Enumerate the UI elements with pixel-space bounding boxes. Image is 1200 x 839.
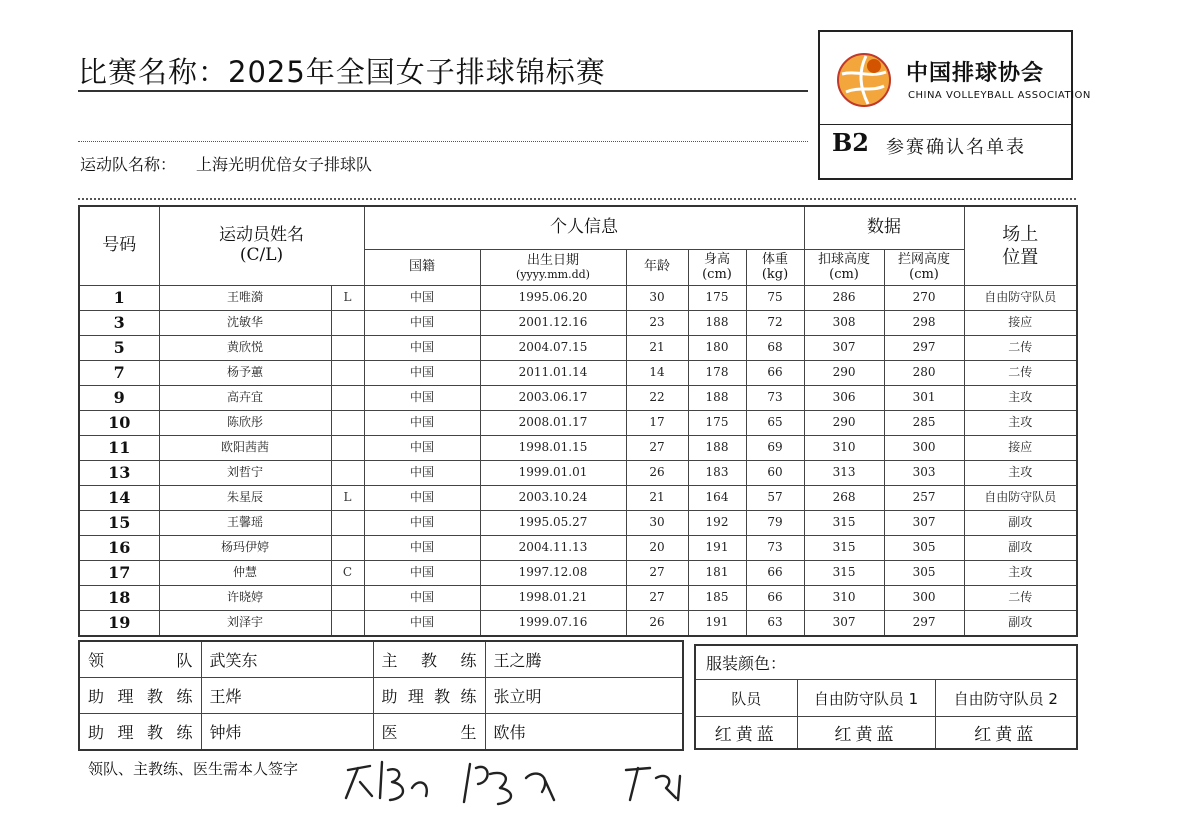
player-age: 21 [626, 336, 688, 361]
player-number: 17 [79, 561, 159, 586]
player-birth-date: 2008.01.17 [480, 411, 626, 436]
player-age: 14 [626, 361, 688, 386]
player-name: 沈敏华 [159, 311, 331, 336]
label-char: 教 [146, 723, 163, 742]
player-row [79, 561, 1077, 586]
player-birth-date: 2004.07.15 [480, 336, 626, 361]
player-position: 主攻 [964, 411, 1077, 436]
player-role [331, 361, 364, 386]
player-row [79, 486, 1077, 511]
player-spike-height: 290 [804, 361, 884, 386]
player-weight: 73 [746, 536, 804, 561]
leader-label-chars [88, 648, 193, 671]
player-number: 15 [79, 511, 159, 536]
player-position: 主攻 [964, 461, 1077, 486]
player-position: 二传 [964, 361, 1077, 386]
label-char: 领 [88, 651, 105, 670]
handwritten-signatures [330, 748, 710, 818]
dotted-divider-lower [78, 198, 1076, 200]
player-role [331, 511, 364, 536]
player-nationality: 中国 [364, 411, 480, 436]
player-height: 185 [688, 586, 746, 611]
player-name: 王馨瑶 [159, 511, 331, 536]
uniform-libero2-colors: 红黄蓝 [935, 716, 1077, 749]
player-birth-date: 1995.06.20 [480, 286, 626, 311]
header-weight-unit: (kg) [761, 266, 789, 282]
player-height: 178 [688, 361, 746, 386]
player-weight: 66 [746, 586, 804, 611]
player-block-height: 300 [884, 436, 964, 461]
header-position-line1: 场上 [1002, 223, 1039, 245]
player-spike-height: 286 [804, 286, 884, 311]
player-name: 杨玛伊婷 [159, 536, 331, 561]
player-nationality: 中国 [364, 461, 480, 486]
player-age: 22 [626, 386, 688, 411]
player-height: 192 [688, 511, 746, 536]
player-number: 13 [79, 461, 159, 486]
player-height: 188 [688, 436, 746, 461]
player-nationality: 中国 [364, 361, 480, 386]
player-weight: 69 [746, 436, 804, 461]
competition-title: 比赛名称：2025年全国女子排球锦标赛 [78, 55, 606, 89]
player-weight: 63 [746, 611, 804, 637]
header-block-unit: (cm) [909, 266, 939, 282]
staff-table [78, 640, 684, 751]
doctor-label-chars [382, 720, 477, 743]
player-row [79, 611, 1077, 637]
player-name: 王唯漪 [159, 286, 331, 311]
player-nationality: 中国 [364, 336, 480, 361]
player-position: 接应 [964, 436, 1077, 461]
player-name: 黄欣悦 [159, 336, 331, 361]
player-age: 27 [626, 561, 688, 586]
player-spike-height: 306 [804, 386, 884, 411]
title-underline [78, 90, 808, 92]
header-block-height [884, 250, 964, 286]
label-char: 理 [407, 687, 424, 706]
player-block-height: 298 [884, 311, 964, 336]
player-row [79, 386, 1077, 411]
player-block-height: 270 [884, 286, 964, 311]
assistant-coach-label-3 [79, 714, 201, 751]
player-height: 191 [688, 536, 746, 561]
dotted-divider [78, 141, 808, 142]
player-spike-height: 315 [804, 561, 884, 586]
player-height: 175 [688, 411, 746, 436]
team-name-line [80, 152, 372, 175]
player-row [79, 361, 1077, 386]
player-weight: 72 [746, 311, 804, 336]
header-birth-date [480, 250, 626, 286]
player-weight: 60 [746, 461, 804, 486]
player-name: 朱星辰 [159, 486, 331, 511]
player-nationality: 中国 [364, 386, 480, 411]
uniform-libero1-colors: 红黄蓝 [797, 716, 935, 749]
player-birth-date: 1998.01.15 [480, 436, 626, 461]
player-role [331, 536, 364, 561]
label-char: 助 [381, 687, 398, 706]
head-coach-name: 王之腾 [485, 641, 683, 678]
player-height: 188 [688, 311, 746, 336]
player-name: 陈欣彤 [159, 411, 331, 436]
player-name: 许晓婷 [159, 586, 331, 611]
label-char: 练 [460, 651, 477, 670]
player-weight: 79 [746, 511, 804, 536]
association-name-en: CHINA VOLLEYBALL ASSOCIATION [908, 90, 1091, 101]
player-spike-height: 310 [804, 586, 884, 611]
player-block-height: 300 [884, 586, 964, 611]
player-birth-date: 2011.01.14 [480, 361, 626, 386]
player-spike-height: 310 [804, 436, 884, 461]
label-char: 练 [176, 723, 193, 742]
player-birth-date: 1998.01.21 [480, 586, 626, 611]
label-char: 生 [460, 723, 477, 742]
label-char: 理 [117, 687, 134, 706]
player-position: 副攻 [964, 536, 1077, 561]
player-row [79, 336, 1077, 361]
player-position: 副攻 [964, 611, 1077, 637]
header-spike-unit: (cm) [829, 266, 859, 282]
header-weight [746, 250, 804, 286]
uniform-colors-table [694, 644, 1078, 750]
player-nationality: 中国 [364, 511, 480, 536]
player-position: 二传 [964, 336, 1077, 361]
player-name: 刘泽宇 [159, 611, 331, 637]
player-number: 1 [79, 286, 159, 311]
player-spike-height: 315 [804, 536, 884, 561]
player-birth-date: 2003.10.24 [480, 486, 626, 511]
player-name: 刘哲宁 [159, 461, 331, 486]
uniform-col-libero2: 自由防守队员 2 [935, 680, 1077, 717]
player-height: 181 [688, 561, 746, 586]
leader-label [79, 641, 201, 678]
label-char: 队 [176, 651, 193, 670]
player-role [331, 411, 364, 436]
player-row [79, 311, 1077, 336]
player-age: 27 [626, 586, 688, 611]
player-number: 3 [79, 311, 159, 336]
player-position: 主攻 [964, 561, 1077, 586]
player-role: L [331, 486, 364, 511]
player-role: L [331, 286, 364, 311]
label-char: 教 [434, 687, 451, 706]
player-height: 191 [688, 611, 746, 637]
label-char: 医 [381, 723, 398, 742]
header-spike-label: 扣球高度 [818, 251, 871, 267]
player-age: 30 [626, 511, 688, 536]
player-age: 23 [626, 311, 688, 336]
player-weight: 57 [746, 486, 804, 511]
player-role [331, 461, 364, 486]
player-role [331, 436, 364, 461]
player-name: 仲慧 [159, 561, 331, 586]
player-age: 17 [626, 411, 688, 436]
header-athlete-name-sub: (C/L) [239, 245, 284, 265]
label-char: 练 [176, 687, 193, 706]
head-coach-label [373, 641, 485, 678]
player-nationality: 中国 [364, 611, 480, 637]
player-nationality: 中国 [364, 486, 480, 511]
player-height: 188 [688, 386, 746, 411]
player-spike-height: 290 [804, 411, 884, 436]
label-char: 教 [146, 687, 163, 706]
player-role [331, 386, 364, 411]
player-block-height: 257 [884, 486, 964, 511]
uniform-colors-label: 服装颜色： [695, 645, 1077, 680]
player-birth-date: 2001.12.16 [480, 311, 626, 336]
header-number: 号码 [79, 206, 159, 286]
player-name: 杨予蕙 [159, 361, 331, 386]
player-nationality: 中国 [364, 586, 480, 611]
player-nationality: 中国 [364, 536, 480, 561]
assistant-coach-name-2: 张立明 [485, 678, 683, 714]
label-char: 主 [381, 651, 398, 670]
player-weight: 73 [746, 386, 804, 411]
roster-body [79, 286, 1077, 637]
assistant-coach-label-2-chars [382, 684, 477, 707]
player-row [79, 436, 1077, 461]
player-birth-date: 2003.06.17 [480, 386, 626, 411]
player-role [331, 586, 364, 611]
header-spike-height [804, 250, 884, 286]
player-block-height: 297 [884, 336, 964, 361]
player-spike-height: 308 [804, 311, 884, 336]
player-birth-date: 1999.01.01 [480, 461, 626, 486]
doctor-label [373, 714, 485, 751]
team-name-label: 运动队名称： [80, 155, 177, 174]
leader-name: 武笑东 [201, 641, 373, 678]
header-weight-label: 体重 [762, 251, 789, 267]
player-block-height: 303 [884, 461, 964, 486]
assistant-coach-label-2 [373, 678, 485, 714]
header-personal-info: 个人信息 [364, 206, 804, 250]
player-role [331, 336, 364, 361]
player-spike-height: 313 [804, 461, 884, 486]
label-char: 教 [420, 651, 437, 670]
header-birth-date-format: (yyyy.mm.dd) [516, 267, 590, 281]
roster-table [78, 205, 1078, 637]
uniform-col-libero1: 自由防守队员 1 [797, 680, 935, 717]
header-athlete-name [159, 206, 364, 286]
label-char: 助 [88, 723, 105, 742]
logo-box-divider [820, 124, 1071, 125]
header-position-line2: 位置 [1002, 247, 1039, 268]
player-age: 30 [626, 286, 688, 311]
player-block-height: 280 [884, 361, 964, 386]
player-position: 自由防守队员 [964, 486, 1077, 511]
player-weight: 66 [746, 361, 804, 386]
player-age: 26 [626, 611, 688, 637]
player-row [79, 411, 1077, 436]
header-height-unit: (cm) [702, 266, 732, 282]
player-spike-height: 268 [804, 486, 884, 511]
player-role: C [331, 561, 364, 586]
player-row [79, 461, 1077, 486]
player-role [331, 611, 364, 637]
header-age: 年龄 [626, 250, 688, 286]
player-spike-height: 307 [804, 336, 884, 361]
player-height: 180 [688, 336, 746, 361]
player-age: 27 [626, 436, 688, 461]
player-birth-date: 2004.11.13 [480, 536, 626, 561]
player-block-height: 301 [884, 386, 964, 411]
assistant-coach-name-3: 钟炜 [201, 714, 373, 751]
player-number: 14 [79, 486, 159, 511]
assistant-coach-label-chars [88, 684, 193, 707]
player-height: 183 [688, 461, 746, 486]
player-age: 21 [626, 486, 688, 511]
player-weight: 65 [746, 411, 804, 436]
player-number: 16 [79, 536, 159, 561]
label-char: 助 [88, 687, 105, 706]
doctor-name: 欧伟 [485, 714, 683, 751]
player-number: 9 [79, 386, 159, 411]
player-number: 11 [79, 436, 159, 461]
player-block-height: 305 [884, 561, 964, 586]
player-row [79, 586, 1077, 611]
player-height: 164 [688, 486, 746, 511]
team-name: 上海光明优倍女子排球队 [196, 155, 373, 174]
player-position: 接应 [964, 311, 1077, 336]
assistant-coach-label-3-chars [88, 720, 193, 743]
player-name: 高卉宜 [159, 386, 331, 411]
player-weight: 66 [746, 561, 804, 586]
player-height: 175 [688, 286, 746, 311]
player-row [79, 536, 1077, 561]
label-char: 练 [460, 687, 477, 706]
header-birth-date-label: 出生日期 [526, 252, 579, 268]
form-code: B2 [832, 128, 869, 157]
player-row [79, 286, 1077, 311]
player-position: 主攻 [964, 386, 1077, 411]
player-number: 10 [79, 411, 159, 436]
volleyball-logo-icon [836, 52, 892, 108]
player-spike-height: 315 [804, 511, 884, 536]
player-age: 26 [626, 461, 688, 486]
player-number: 18 [79, 586, 159, 611]
player-position: 副攻 [964, 511, 1077, 536]
player-nationality: 中国 [364, 436, 480, 461]
player-nationality: 中国 [364, 561, 480, 586]
header-height [688, 250, 746, 286]
player-block-height: 307 [884, 511, 964, 536]
association-logo-box [818, 30, 1091, 180]
player-weight: 68 [746, 336, 804, 361]
player-birth-date: 1995.05.27 [480, 511, 626, 536]
player-block-height: 297 [884, 611, 964, 637]
header-nationality: 国籍 [364, 250, 480, 286]
player-spike-height: 307 [804, 611, 884, 637]
header-block-label: 拦网高度 [898, 251, 951, 267]
player-birth-date: 1999.07.16 [480, 611, 626, 637]
association-name-cn: 中国排球协会 [906, 61, 1045, 86]
player-block-height: 285 [884, 411, 964, 436]
header-data: 数据 [804, 206, 964, 250]
uniform-team-colors: 红黄蓝 [695, 716, 797, 749]
player-number: 5 [79, 336, 159, 361]
form-name: 参赛确认名单表 [886, 137, 1026, 158]
header-athlete-name-label: 运动员姓名 [219, 225, 304, 246]
player-position: 自由防守队员 [964, 286, 1077, 311]
player-weight: 75 [746, 286, 804, 311]
assistant-coach-name-1: 王烨 [201, 678, 373, 714]
uniform-col-team: 队员 [695, 680, 797, 717]
header-position [964, 206, 1077, 286]
player-position: 二传 [964, 586, 1077, 611]
assistant-coach-label [79, 678, 201, 714]
player-birth-date: 1997.12.08 [480, 561, 626, 586]
label-char: 理 [117, 723, 134, 742]
player-name: 欧阳茜茜 [159, 436, 331, 461]
player-role [331, 311, 364, 336]
player-age: 20 [626, 536, 688, 561]
player-number: 19 [79, 611, 159, 637]
player-nationality: 中国 [364, 311, 480, 336]
signature-note: 领队、主教练、医生需本人签字 [88, 760, 299, 778]
player-nationality: 中国 [364, 286, 480, 311]
player-number: 7 [79, 361, 159, 386]
header-height-label: 身高 [703, 251, 730, 267]
player-block-height: 305 [884, 536, 964, 561]
head-coach-label-chars [382, 648, 477, 671]
player-row [79, 511, 1077, 536]
